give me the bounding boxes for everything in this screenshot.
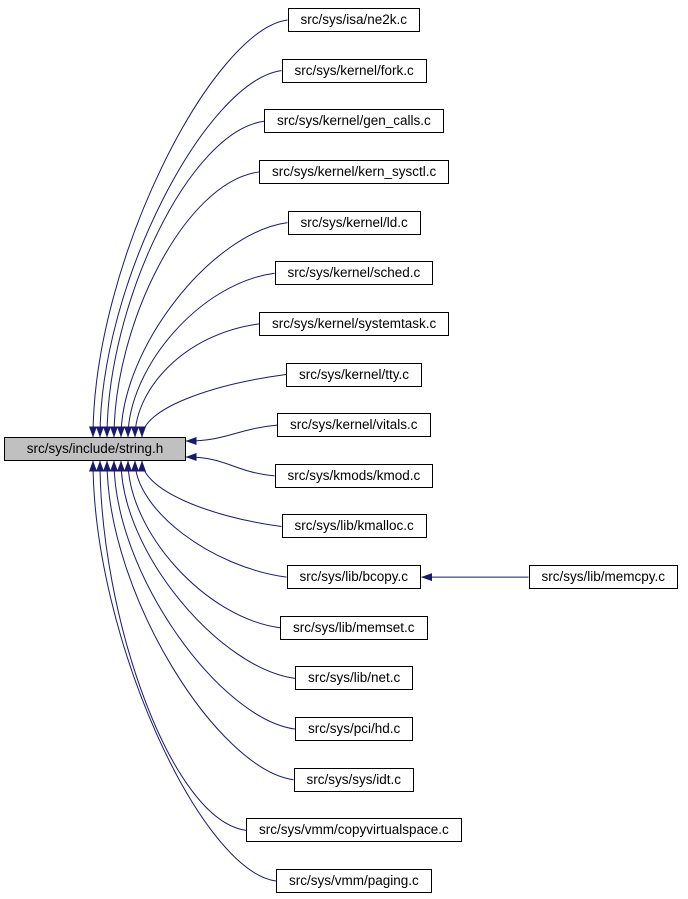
edge-ne2k-c-to-string-h (93, 20, 288, 437)
graph-node-kmalloc-c[interactable]: src/sys/lib/kmalloc.c (282, 514, 427, 538)
graph-node-paging-c[interactable]: src/sys/vmm/paging.c (276, 869, 432, 893)
graph-node-memset-c[interactable]: src/sys/lib/memset.c (280, 616, 428, 640)
edge-tty-c-to-string-h (142, 375, 286, 437)
edge-bcopy-c-to-string-h (135, 461, 287, 577)
edge-kmod-c-to-string-h (186, 457, 275, 476)
graph-node-kmod-c[interactable]: src/sys/kmods/kmod.c (275, 464, 434, 488)
graph-node-vitals-c[interactable]: src/sys/kernel/vitals.c (277, 413, 431, 437)
graph-node-idt-c[interactable]: src/sys/sys/idt.c (294, 768, 415, 792)
graph-node-tty-c[interactable]: src/sys/kernel/tty.c (286, 363, 422, 387)
graph-node-hd-c[interactable]: src/sys/pci/hd.c (295, 717, 413, 741)
edge-fork-c-to-string-h (100, 71, 282, 437)
edge-systemtask-c-to-string-h (135, 324, 259, 437)
graph-node-memcpy-c[interactable]: src/sys/lib/memcpy.c (529, 565, 679, 589)
edge-vitals-c-to-string-h (186, 425, 277, 441)
graph-node-fork-c[interactable]: src/sys/kernel/fork.c (282, 59, 427, 83)
graph-node-bcopy-c[interactable]: src/sys/lib/bcopy.c (287, 565, 422, 589)
graph-node-systemtask-c[interactable]: src/sys/kernel/systemtask.c (259, 312, 449, 336)
graph-node-sched-c[interactable]: src/sys/kernel/sched.c (275, 261, 434, 285)
edge-net-c-to-string-h (121, 461, 295, 678)
edge-memset-c-to-string-h (128, 461, 280, 628)
graph-node-string-h[interactable]: src/sys/include/string.h (4, 437, 186, 461)
graph-node-ne2k-c[interactable]: src/sys/isa/ne2k.c (288, 8, 421, 32)
graph-node-net-c[interactable]: src/sys/lib/net.c (295, 666, 413, 690)
edge-kern-sysctl-c-to-string-h (114, 172, 259, 437)
edge-idt-c-to-string-h (107, 461, 294, 780)
graph-node-ld-c[interactable]: src/sys/kernel/ld.c (288, 211, 421, 235)
edge-gen-calls-c-to-string-h (107, 121, 264, 437)
graph-node-copyvirtualspace-c[interactable]: src/sys/vmm/copyvirtualspace.c (246, 818, 462, 842)
edge-sched-c-to-string-h (128, 273, 275, 437)
graph-node-gen-calls-c[interactable]: src/sys/kernel/gen_calls.c (264, 109, 444, 133)
graph-node-kern-sysctl-c[interactable]: src/sys/kernel/kern_sysctl.c (259, 160, 449, 184)
